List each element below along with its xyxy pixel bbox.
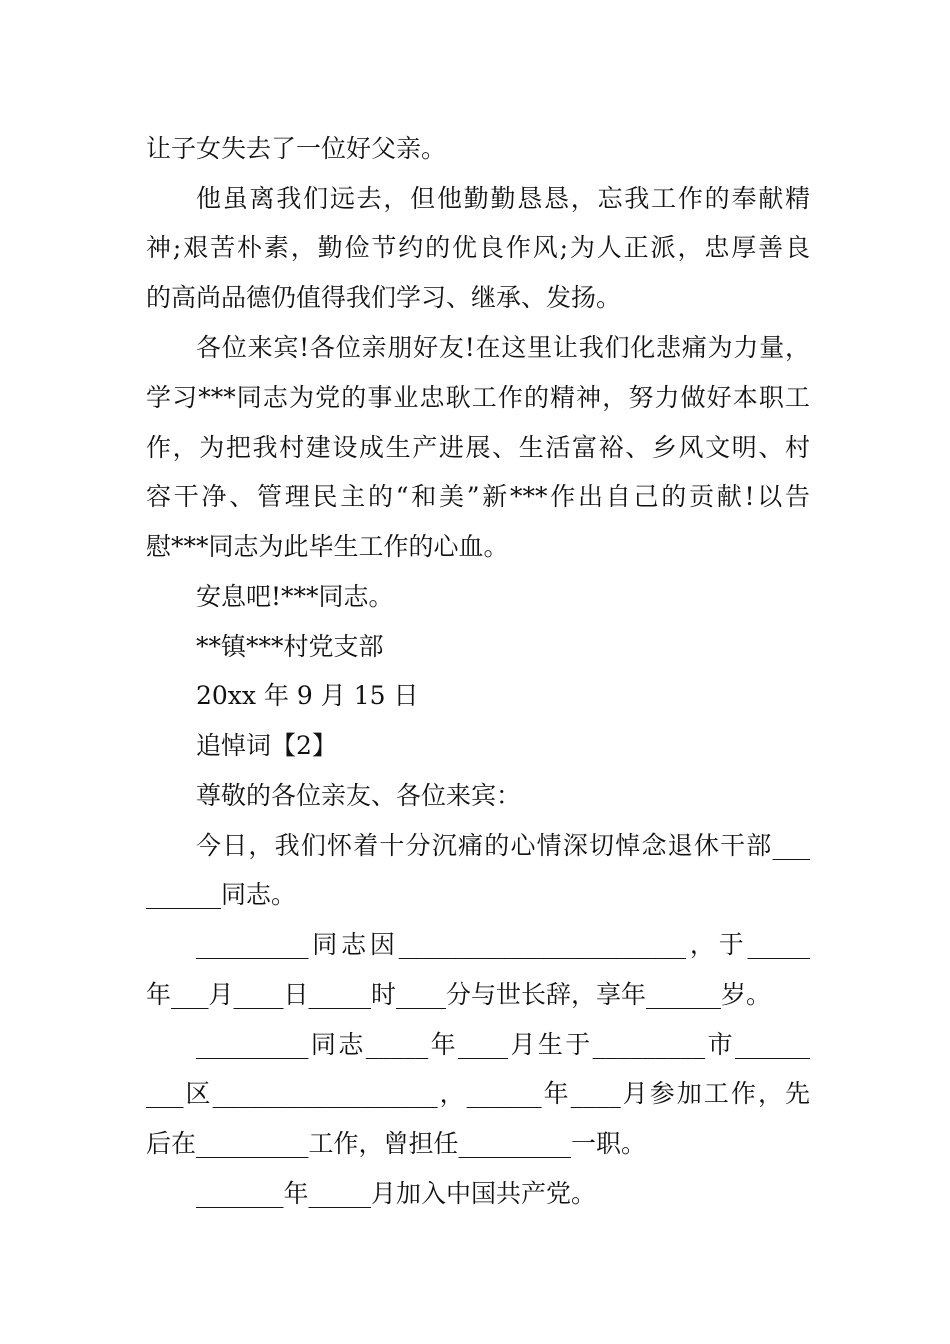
paragraph-line: 各位来宾!各位亲朋好友!在这里让我们化悲痛为力量， <box>196 333 810 362</box>
form-line: _______年_____月加入中国共产党。 <box>196 1179 597 1208</box>
paragraph-line: 慰***同志为此毕生工作的心血。 <box>146 532 509 561</box>
paragraph-line: 作，为把我村建设成生产进展、生活富裕、乡风文明、村 <box>146 433 810 462</box>
paragraph-line: 的高尚品德仍值得我们学习、继承、发扬。 <box>146 283 622 312</box>
section-heading: 追悼词【2】 <box>196 731 337 760</box>
paragraph-line: ______同志。 <box>146 880 297 909</box>
form-line: 后在_________工作，曾担任_________一职。 <box>146 1129 647 1158</box>
signature-org: **镇***村党支部 <box>196 632 384 661</box>
signature-date: 20xx 年 9 月 15 日 <box>196 681 419 710</box>
form-line: _________同志_____年____月生于_________市______ <box>196 1030 810 1059</box>
paragraph-line: 今日，我们怀着十分沉痛的心情深切悼念退休干部___ <box>196 831 810 860</box>
form-line: 年___月____日_____时____分与世长辞，享年______岁。 <box>146 980 772 1009</box>
closing-line: 安息吧!***同志。 <box>196 582 394 611</box>
paragraph-line: 他虽离我们远去，但他勤勤恳恳，忘我工作的奉献精 <box>196 184 810 213</box>
form-line: ___区__________________，______年____月参加工作，先 <box>146 1079 810 1108</box>
salutation: 尊敬的各位亲友、各位来宾： <box>196 781 522 810</box>
form-line: _________同志因_______________________，于_____ <box>196 930 810 959</box>
text-line: 让子女失去了一位好父亲。 <box>146 134 447 163</box>
paragraph-line: 容干净、管理民主的“和美”新***作出自己的贡献!以告 <box>146 482 810 511</box>
paragraph-line: 学习***同志为党的事业忠耿工作的精神，努力做好本职工 <box>146 383 810 412</box>
paragraph-line: 神;艰苦朴素，勤俭节约的优良作风;为人正派，忠厚善良 <box>146 233 810 262</box>
